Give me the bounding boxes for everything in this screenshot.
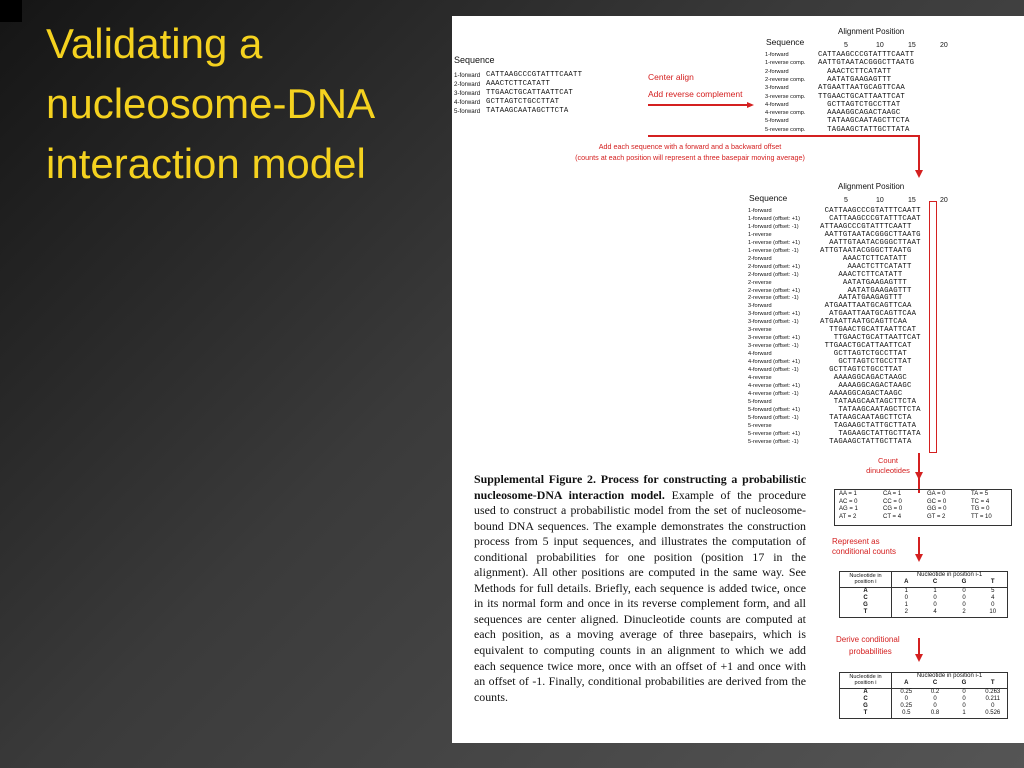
conditional-counts-table [839, 571, 1008, 618]
input-row [454, 108, 629, 115]
table-cell: 0 [962, 587, 966, 594]
input-row-label: 5-forward [454, 108, 481, 115]
table-cell: 0 [904, 695, 908, 702]
offset-row-sequence: TAGAAGCTATTGCTTATA [820, 429, 921, 438]
corner-square [0, 0, 22, 22]
offset-row-label: 5-reverse [748, 422, 772, 429]
step5-arrow-head [915, 654, 923, 662]
offset-row-sequence: AATATGAAGAGTTT [820, 278, 907, 287]
count-cell: CC = 0 [883, 498, 902, 505]
aligned-row-sequence: AAAAGGCAGACTAAGC [818, 109, 901, 118]
table-cell: 0.211 [985, 695, 1001, 702]
step5-label-2: probabilities [849, 647, 892, 656]
table-cell: 0.263 [985, 688, 1001, 695]
offset-row-label: 4-forward [748, 351, 772, 358]
aligned-row-label: 4-forward [765, 101, 789, 108]
column-group-header: Nucleotide in position i-1 [916, 673, 983, 679]
offset-row-label: 5-reverse (offset: -1) [748, 438, 799, 445]
tick-label: 5 [844, 42, 848, 49]
table-cell: 0 [904, 594, 908, 601]
aligned-row-label: 4-reverse comp. [765, 110, 806, 117]
input-row-sequence: CATTAAGCCCGTATTTCAATT [486, 71, 583, 79]
count-cell: AA = 1 [839, 491, 857, 497]
offset-row-label: 2-forward (offset: -1) [748, 271, 799, 278]
table-row [840, 688, 1008, 696]
table-row [840, 602, 1008, 609]
offset-row-sequence: ATGAATTAATGCAGTTCAA [820, 310, 917, 319]
offset-row-label: 1-reverse (offset: -1) [748, 247, 799, 254]
table-cell: 0 [991, 602, 995, 609]
table-cell: 0 [933, 695, 937, 702]
aligned-row-label: 5-reverse comp. [765, 126, 806, 133]
table-cell: 5 [991, 587, 995, 594]
table-cell: 0 [991, 703, 995, 710]
table-row [840, 710, 1008, 718]
input-row [454, 72, 629, 79]
offset-row-label: 2-forward (offset: +1) [748, 263, 800, 270]
counts-row [835, 506, 1007, 514]
input-row [454, 81, 629, 88]
aligned-row-sequence: AATTGTAATACGGGCTTAATG [818, 59, 915, 68]
step2-arrow-head [915, 170, 923, 178]
table-row [840, 696, 1008, 703]
step4-label-2: conditional counts [832, 547, 897, 556]
counts-row [835, 514, 1007, 522]
aligned-sequences [765, 52, 1024, 132]
offset-row-label: 3-forward [748, 303, 772, 310]
offset-row-sequence: AAACTCTTCATATT [820, 254, 907, 263]
input-row-label: 3-forward [454, 90, 481, 97]
aligned-row [765, 94, 1024, 101]
offset-row-label: 2-reverse (offset: +1) [748, 287, 800, 294]
count-cell: GC = 0 [927, 498, 947, 505]
column-header: G [950, 680, 979, 688]
table-cell: 0 [962, 695, 966, 702]
count-cell: AT = 2 [839, 513, 857, 520]
table-cell: 0.526 [985, 710, 1001, 717]
input-row-label: 2-forward [454, 81, 481, 88]
offset-row-label: 1-reverse (offset: +1) [748, 239, 800, 246]
offset-row-label: 3-reverse [748, 327, 772, 334]
offset-row-label: 1-forward (offset: +1) [748, 215, 800, 222]
count-cell: AG = 1 [839, 506, 858, 512]
aligned-row-sequence: CATTAAGCCCGTATTTCAATT [818, 51, 915, 59]
table-cell: 1 [962, 710, 966, 717]
aligned-sequence-header: Sequence [766, 37, 805, 47]
count-cell: CA = 1 [883, 491, 902, 497]
aligned-row-label: 3-reverse comp. [765, 93, 806, 100]
table-cell: 0.2 [930, 688, 940, 695]
dinucleotide-counts-table [835, 491, 1007, 521]
offset-row-sequence: ATGAATTAATGCAGTTCAA [820, 302, 912, 311]
offset-row-sequence: TATAAGCAATAGCTTCTA [820, 405, 921, 414]
conditional-probabilities-table [839, 672, 1008, 719]
table-cell: 0 [933, 594, 937, 601]
aligned-row [765, 85, 1024, 92]
aligned-row-sequence: AATATGAAGAGTTT [818, 75, 892, 84]
count-cell: GG = 0 [927, 506, 947, 512]
offset-row-labels [748, 208, 818, 448]
aligned-row-sequence: AAACTCTTCATATT [818, 67, 892, 76]
column-header: C [921, 680, 950, 688]
offset-row-label: 4-reverse (offset: +1) [748, 382, 800, 389]
count-cell: GT = 2 [927, 513, 946, 520]
input-row-label: 4-forward [454, 99, 481, 106]
offset-row-label: 2-forward [748, 255, 772, 262]
offset-row-sequence: GCTTAGTCTGCCTTAT [820, 350, 907, 359]
tick-label: 10 [876, 197, 884, 204]
offset-row-label: 2-reverse (offset: -1) [748, 295, 799, 302]
offset-row-label: 5-forward (offset: -1) [748, 414, 799, 421]
offset-row-sequence: ATGAATTAATGCAGTTCAA [820, 318, 907, 327]
counts-row [835, 491, 1007, 499]
offset-row-sequence: TTGAACTGCATTAATTCAT [820, 334, 921, 343]
corner-label-2: position i [854, 579, 877, 586]
offset-row-sequence: AAACTCTTCATATT [820, 270, 903, 279]
supplemental-figure [452, 16, 1024, 743]
step2-label-2: (counts at each position will represent a three basepair moving average) [575, 153, 805, 162]
table-row [840, 587, 1008, 595]
row-header: G [840, 703, 892, 710]
table-cell: 4 [933, 609, 937, 616]
tick-label: 20 [940, 197, 948, 204]
step3-label-1: Count [877, 456, 898, 465]
table-header-row [840, 572, 1008, 580]
offset-row-sequence: AAAAGGCAGACTAAGC [820, 389, 903, 398]
aligned-row-sequence: GCTTAGTCTGCCTTAT [818, 100, 901, 109]
offset-row-label: 1-forward [748, 208, 772, 214]
offset-row-label: 2-reverse [748, 279, 772, 286]
offsets-alignment-title: Alignment Position [838, 182, 905, 191]
table-cell: 0 [962, 688, 966, 695]
count-cell: AC = 0 [839, 498, 858, 505]
offset-row-label: 3-reverse (offset: -1) [748, 343, 799, 350]
offset-row-label: 3-reverse (offset: +1) [748, 335, 800, 342]
offset-row-label: 4-forward (offset: -1) [748, 367, 799, 373]
row-header: C [840, 595, 892, 602]
offset-row-sequence: AATTGTAATACGGGCTTAAT [820, 238, 921, 247]
offset-row-sequence: AAACTCTTCATATT [820, 262, 912, 271]
row-header: T [840, 710, 892, 718]
column-header: A [892, 579, 921, 587]
table-cell: 1 [904, 602, 908, 609]
aligned-row-sequence: TTGAACTGCATTAATTCAT [818, 92, 905, 101]
count-cell: GA = 0 [927, 491, 946, 497]
offset-row-sequence: AAAAGGCAGACTAAGC [820, 381, 912, 390]
table-cell: 0 [962, 703, 966, 710]
aligned-row [765, 60, 1024, 67]
count-cell: TT = 10 [971, 513, 992, 520]
offset-row-sequence: TATAAGCAATAGCTTCTA [820, 413, 912, 422]
aligned-row-label: 2-reverse comp. [765, 76, 806, 83]
tick-label: 15 [908, 197, 916, 204]
step3-label-2: dinucleotides [866, 466, 910, 475]
step3-arrow-head [915, 472, 923, 480]
offset-row-label: 4-reverse (offset: -1) [748, 390, 799, 397]
title-line-1: Validating a [46, 20, 263, 67]
count-cell: TC = 4 [971, 498, 990, 505]
input-row-sequence: AAACTCTTCATATT [486, 80, 551, 88]
count-cell: CG = 0 [883, 506, 903, 512]
caption-body: Example of the procedure used to construct a probabilistic model from the set of nucleosome-bound DNA sequences. The example demonstrates the construction process from 5 input sequences, and illustrates the computation of conditional probabilities for one position (position 17 in the alignment). All other positions are computed in the same way. See Methods for full details. Briefly, each sequence is added twice, once in its normal form and once in its reverse complement form, and all sequences are center aligned. Dinucleotide counts are computed at each position, as a moving average of three basepairs, which is equivalent to computing counts in an alignment to which we add each sequence twice more, once with an offset of +1 and once with an offset of -1. Finally, conditional probabilities are derived from the counts. [474, 487, 806, 704]
row-header: C [840, 696, 892, 703]
step1-label-2: Add reverse complement [648, 89, 743, 99]
input-row-sequence: GCTTAGTCTGCCTTAT [486, 98, 560, 106]
title-line-2: nucleosome-DNA [46, 80, 376, 127]
title-line-3: interaction model [46, 140, 366, 187]
row-header: G [840, 602, 892, 609]
offset-row-sequence: TTGAACTGCATTAATTCAT [820, 342, 912, 351]
offset-row-sequence: CATTAAGCCCGTATTTCAAT [820, 214, 921, 223]
table-cell: 2 [904, 609, 908, 616]
tick-label: 20 [940, 42, 948, 49]
table-cell: 0 [962, 602, 966, 609]
count-cell: CT = 4 [883, 513, 902, 520]
step5-label-1: Derive conditional [836, 635, 900, 644]
table-row [840, 703, 1008, 710]
step4-label-1: Represent as [832, 537, 880, 546]
table-cell: 0.5 [902, 710, 911, 717]
row-header: T [840, 609, 892, 617]
offsets-sequence-header: Sequence [749, 193, 788, 203]
offset-row-sequence: AAAAGGCAGACTAAGC [820, 373, 907, 382]
input-sequences [454, 72, 629, 117]
offset-row-sequence: GCTTAGTCTGCCTTAT [820, 366, 903, 374]
offset-row-label: 4-reverse [748, 374, 772, 381]
table-cell: 0.25 [900, 703, 913, 710]
row-header: A [840, 688, 892, 696]
offsets-tick-labels [452, 197, 1024, 207]
aligned-row-sequence: TATAAGCAATAGCTTCTA [818, 117, 910, 126]
conditional-probabilities [839, 672, 1008, 719]
column-header: G [950, 579, 979, 587]
offset-row-label: 3-forward (offset: +1) [748, 311, 800, 318]
step4-arrow-head [915, 554, 923, 562]
input-row [454, 99, 629, 106]
count-cell: TA = 5 [971, 491, 989, 497]
step2-line [648, 135, 919, 137]
alignment-position-title: Alignment Position [838, 27, 905, 36]
corner-label-1: Nucleotide in [849, 673, 882, 680]
aligned-row-label: 1-reverse comp. [765, 60, 806, 67]
offset-row-sequence: TATAAGCAATAGCTTCTA [820, 397, 917, 406]
input-row-label: 1-forward [454, 72, 481, 79]
conditional-counts [839, 571, 1008, 618]
offset-row-label: 1-reverse [748, 231, 772, 238]
corner-label [840, 673, 892, 689]
table-cell: 0 [933, 602, 937, 609]
position-17-highlight [929, 201, 937, 453]
aligned-row-label: 1-forward [765, 52, 789, 58]
corner-label-2: position i [854, 680, 877, 687]
aligned-row [765, 127, 1024, 134]
offset-row-label: 5-reverse (offset: +1) [748, 430, 800, 437]
aligned-row-label: 5-forward [765, 118, 789, 125]
row-header: A [840, 587, 892, 595]
counts-row [835, 499, 1007, 507]
step1-label-1: Center align [648, 72, 694, 82]
tick-label: 5 [844, 197, 848, 204]
caption-title: Supplemental Figure 2. Process for constructing a probabilistic nucleosome-DNA interaction model. [474, 472, 806, 502]
offset-row-sequence: TAGAAGCTATTGCTTATA [820, 421, 917, 430]
aligned-row-sequence: TAGAAGCTATTGCTTATA [818, 125, 910, 134]
aligned-row [765, 69, 1024, 76]
table-cell: 1 [933, 587, 937, 594]
input-row [454, 90, 629, 97]
column-header: A [892, 680, 921, 688]
table-cell: 2 [962, 609, 966, 616]
column-header: C [921, 579, 950, 587]
tick-label: 10 [876, 42, 884, 49]
offset-row-label: 5-forward (offset: +1) [748, 406, 800, 413]
aligned-row [765, 118, 1024, 125]
offset-row-sequence: CATTAAGCCCGTATTTCAATT [820, 207, 921, 215]
table-row [840, 609, 1008, 617]
table-cell: 0.25 [900, 688, 913, 695]
offset-row-sequence: ATTGTAATACGGGCTTAATG [820, 246, 912, 255]
table-header-row [840, 673, 1008, 681]
count-cell: TG = 0 [971, 506, 990, 512]
aligned-tick-labels [452, 42, 1024, 52]
column-header: T [979, 579, 1008, 587]
offset-row-label: 1-forward (offset: -1) [748, 223, 799, 230]
tick-label: 15 [908, 42, 916, 49]
offset-row-label: 3-forward (offset: -1) [748, 319, 799, 326]
step2-label-1: Add each sequence with a forward and a backward offset [598, 142, 782, 151]
aligned-row-sequence: ATGAATTAATGCAGTTCAA [818, 84, 905, 93]
input-row-sequence: TATAAGCAATAGCTTCTA [486, 107, 569, 115]
offset-row-sequence: ATTAAGCCCGTATTTCAATT [820, 222, 912, 231]
offset-row-sequence: TTGAACTGCATTAATTCAT [820, 326, 917, 335]
table-cell: 4 [991, 594, 995, 601]
offset-row-sequence: AATTGTAATACGGGCTTAATG [820, 230, 921, 239]
input-sequence-header: Sequence [454, 55, 495, 65]
table-cell: 0 [962, 594, 966, 601]
column-group-header: Nucleotide in position i-1 [916, 572, 983, 578]
step1-arrow-head [747, 102, 754, 108]
slide-title [46, 14, 375, 194]
table-cell: 0.8 [930, 710, 940, 717]
table-cell: 1 [904, 587, 908, 594]
table-cell: 0 [933, 703, 937, 710]
offset-sequences [820, 208, 1024, 448]
column-header: T [979, 680, 1008, 688]
step1-arrow-line [648, 104, 748, 106]
offset-row-label: 4-forward (offset: +1) [748, 359, 800, 366]
offset-row-sequence: AATATGAAGAGTTT [820, 286, 912, 295]
input-row-sequence: TTGAACTGCATTAATTCAT [486, 89, 573, 97]
offset-row-label: 5-forward [748, 398, 772, 405]
figure-caption [474, 472, 806, 705]
corner-label [840, 572, 892, 588]
offset-row-sequence: TAGAAGCTATTGCTTATA [820, 437, 912, 446]
offset-row-sequence: GCTTAGTCTGCCTTAT [820, 358, 912, 367]
table-cell: 10 [989, 609, 997, 616]
table-row [840, 595, 1008, 602]
corner-label-1: Nucleotide in [849, 572, 882, 579]
dinucleotide-counts-box [834, 489, 1012, 526]
aligned-row-label: 3-forward [765, 85, 789, 92]
offset-row-sequence: AATATGAAGAGTTT [820, 294, 903, 303]
aligned-row-label: 2-forward [765, 68, 789, 75]
